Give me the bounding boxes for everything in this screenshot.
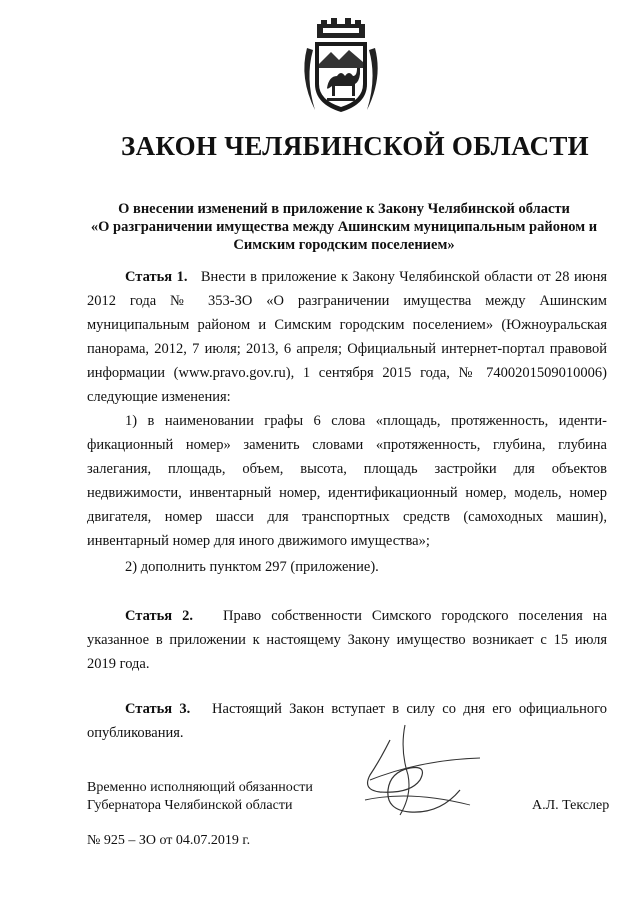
article-3 [87, 697, 607, 745]
article-2-label: Статья 2. [125, 608, 193, 624]
article-1-intro [87, 265, 607, 409]
article-2 [87, 604, 607, 676]
signatory-position: Временно исполняющий обязанности Губернатора Челябинской области [87, 780, 313, 813]
handwritten-signature [350, 720, 490, 830]
article-1-intro-text: Внести в приложение к Закону Челябинской области от 28 июня 2012 года № 353-ЗО «О разграничении имущества между Ашинским муниципальным районом и Симским городским поселением» (Южноуральская панорама, 2012, 7 июля; 2013, 6 апреля; Официальный интернет-портал правовой информации (www.pravo.gov.ru), 1 сентября 2015 года, № 7400201509010006) следующие изменения: [87, 269, 608, 405]
article-1-label: Статья 1. [125, 269, 188, 285]
subtitle-line: О внесении изменений в приложение к Закону Челябинской области [118, 201, 570, 217]
coat-of-arms-icon [297, 18, 385, 118]
subtitle-line: Симским городским поселением» [233, 237, 455, 253]
document-number: № 925 – ЗО от 04.07.2019 г. [87, 833, 251, 848]
article-3-label: Статья 3. [125, 701, 191, 717]
page-title: ЗАКОН ЧЕЛЯБИНСКОЙ ОБЛАСТИ [121, 131, 589, 161]
article-3-text: Настоящий Закон вступает в силу со дня его официального опубликования. [87, 701, 608, 741]
article-1-item-1: 1) в наименовании графы 6 слова «площадь, протяженность, идентификационный номер» заменить словами «протяженность, глубина, глубина залегания, площадь, объем, высота, площадь застройки для объектов недвижимости, инвентарный номер, идентификационный номер, модель, номер двигателя, номер шасси для транспортных средств (самоходных машин), инвентарный номер для иного движимого имущества»; [87, 413, 607, 549]
document-subtitle [60, 200, 628, 254]
article-1-item-2: 2) дополнить пунктом 297 (приложение). [125, 559, 379, 575]
subtitle-line: «О разграничении имущества между Ашинским муниципальным районом и [90, 219, 598, 235]
article-1 [87, 265, 607, 579]
article-2-text: Право собственности Симского городского поселения на указанное в приложении к настоящему Закону имущество возникает с 15 июля 2019 года. [87, 608, 607, 672]
signatory-name: А.Л. Текслер [532, 798, 610, 813]
